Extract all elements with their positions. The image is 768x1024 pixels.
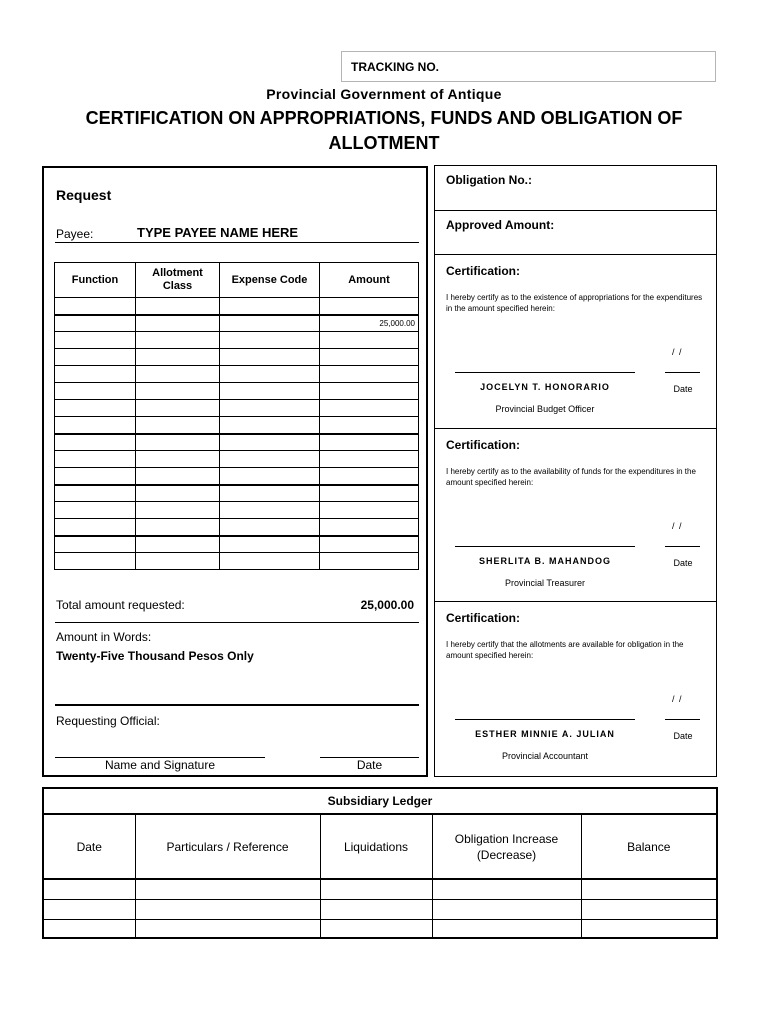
table-row xyxy=(55,332,419,349)
date-label: Date xyxy=(356,758,383,772)
table-cell[interactable] xyxy=(55,502,136,519)
obligation-number-label: Obligation No.: xyxy=(446,173,532,187)
table-cell[interactable] xyxy=(55,400,136,417)
name-signature-label: Name and Signature xyxy=(104,758,216,772)
table-cell[interactable] xyxy=(220,502,320,519)
total-amount-value: 25,000.00 xyxy=(360,598,414,612)
table-cell[interactable] xyxy=(136,434,220,451)
tracking-label: TRACKING NO. xyxy=(351,60,439,74)
signatory-name: JOCELYN T. HONORARIO xyxy=(480,382,610,392)
table-cell[interactable] xyxy=(136,553,220,570)
table-cell[interactable] xyxy=(136,468,220,485)
table-cell[interactable] xyxy=(220,536,320,553)
table-row xyxy=(44,899,716,919)
ledger-header xyxy=(44,815,716,879)
col-liquidations: Liquidations xyxy=(320,815,432,879)
table-cell[interactable] xyxy=(136,536,220,553)
table-cell[interactable] xyxy=(581,899,716,919)
table-cell[interactable] xyxy=(320,879,432,899)
col-amount: Amount xyxy=(320,263,419,298)
table-cell[interactable] xyxy=(320,485,419,502)
table-cell[interactable] xyxy=(55,366,136,383)
table-cell[interactable] xyxy=(220,434,320,451)
table-cell[interactable] xyxy=(220,298,320,315)
requesting-official-label: Requesting Official: xyxy=(56,714,160,728)
ledger-title: Subsidiary Ledger xyxy=(44,789,716,815)
table-cell[interactable] xyxy=(136,400,220,417)
signatory-name: ESTHER MINNIE A. JULIAN xyxy=(475,729,615,739)
payee-field[interactable]: TYPE PAYEE NAME HERE xyxy=(137,225,299,240)
table-row xyxy=(55,417,419,434)
table-cell[interactable] xyxy=(220,366,320,383)
table-row xyxy=(55,298,419,315)
table-row xyxy=(44,919,716,939)
certification-heading: Certification: xyxy=(446,438,521,452)
table-cell[interactable] xyxy=(136,417,220,434)
table-cell[interactable] xyxy=(55,417,136,434)
table-cell[interactable] xyxy=(55,468,136,485)
table-cell[interactable] xyxy=(432,899,581,919)
date-label: Date xyxy=(673,558,693,568)
table-row xyxy=(55,536,419,553)
table-cell[interactable] xyxy=(55,485,136,502)
table-cell[interactable] xyxy=(220,349,320,366)
table-cell[interactable] xyxy=(220,468,320,485)
table-cell[interactable] xyxy=(136,451,220,468)
request-table xyxy=(54,262,419,570)
certification-text: I hereby certify as to the existence of appropriations for the expenditures in the amount specified herein: xyxy=(446,293,703,313)
table-row xyxy=(55,349,419,366)
table-cell[interactable] xyxy=(55,553,136,570)
table-cell[interactable] xyxy=(320,332,419,349)
approved-amount-field[interactable] xyxy=(435,211,716,255)
tracking-number-field[interactable] xyxy=(341,51,716,82)
ledger-table xyxy=(44,815,716,939)
col-balance: Balance xyxy=(581,815,716,879)
request-label: Request xyxy=(56,187,112,203)
table-cell[interactable] xyxy=(320,383,419,400)
table-cell[interactable] xyxy=(581,919,716,939)
table-cell[interactable] xyxy=(55,315,136,332)
table-cell[interactable] xyxy=(44,919,135,939)
table-row xyxy=(55,485,419,502)
total-amount-label: Total amount requested: xyxy=(56,598,185,612)
table-cell[interactable] xyxy=(320,400,419,417)
table-cell[interactable] xyxy=(320,502,419,519)
col-obligation-increase: Obligation Increase (Decrease) xyxy=(432,815,581,879)
table-row xyxy=(44,879,716,899)
certification-text: I hereby certify that the allotments are available for obligation in the amount specified herein: xyxy=(446,640,684,660)
table-cell[interactable] xyxy=(320,434,419,451)
table-cell[interactable] xyxy=(55,298,136,315)
table-cell[interactable] xyxy=(220,400,320,417)
payee-underline xyxy=(55,242,419,243)
table-cell[interactable] xyxy=(55,349,136,366)
col-function: Function xyxy=(55,263,136,298)
table-cell[interactable] xyxy=(320,366,419,383)
divider xyxy=(55,704,419,706)
signature-line xyxy=(455,546,635,547)
request-table-header xyxy=(55,263,419,298)
table-cell[interactable] xyxy=(432,879,581,899)
table-cell[interactable] xyxy=(55,383,136,400)
table-row xyxy=(55,502,419,519)
certification-accountant xyxy=(435,602,716,776)
signatory-position: Provincial Budget Officer xyxy=(495,404,595,414)
table-row xyxy=(55,315,419,332)
table-row xyxy=(55,553,419,570)
table-cell[interactable] xyxy=(55,536,136,553)
table-cell[interactable] xyxy=(220,315,320,332)
obligation-number-field[interactable] xyxy=(435,166,716,211)
table-cell[interactable] xyxy=(44,879,135,899)
date-slash: / / xyxy=(672,521,683,531)
certification-text: I hereby certify as to the availability of funds for the expenditures in the amount specified herein: xyxy=(446,467,696,487)
signature-line xyxy=(455,372,635,373)
table-cell[interactable] xyxy=(220,519,320,536)
col-allotment-class: Allotment Class xyxy=(136,263,220,298)
table-cell[interactable] xyxy=(135,879,320,899)
table-cell[interactable] xyxy=(136,332,220,349)
amount-cell[interactable]: 25,000.00 xyxy=(320,315,419,332)
divider xyxy=(55,622,419,623)
table-row xyxy=(55,451,419,468)
certification-heading: Certification: xyxy=(446,264,521,278)
amount-in-words-field[interactable]: Twenty-Five Thousand Pesos Only xyxy=(56,649,254,663)
date-line xyxy=(665,546,700,547)
signature-line xyxy=(455,719,635,720)
table-row xyxy=(55,400,419,417)
table-row xyxy=(55,383,419,400)
table-cell[interactable] xyxy=(320,298,419,315)
table-cell[interactable] xyxy=(220,332,320,349)
date-label: Date xyxy=(673,731,693,741)
table-cell[interactable] xyxy=(55,434,136,451)
table-cell[interactable] xyxy=(55,332,136,349)
table-cell[interactable] xyxy=(320,519,419,536)
certification-panel xyxy=(434,165,717,777)
certification-heading: Certification: xyxy=(446,611,521,625)
col-expense-code: Expense Code xyxy=(220,263,320,298)
amount-in-words-label: Amount in Words: xyxy=(56,630,152,644)
table-cell[interactable] xyxy=(136,485,220,502)
table-cell[interactable] xyxy=(136,366,220,383)
table-cell[interactable] xyxy=(432,919,581,939)
table-cell[interactable] xyxy=(55,519,136,536)
table-row xyxy=(55,434,419,451)
table-row xyxy=(55,366,419,383)
approved-amount-label: Approved Amount: xyxy=(446,218,555,232)
table-cell[interactable] xyxy=(136,349,220,366)
date-slash: / / xyxy=(672,347,683,357)
table-cell[interactable] xyxy=(320,899,432,919)
table-cell[interactable] xyxy=(320,536,419,553)
table-cell[interactable] xyxy=(136,383,220,400)
table-cell[interactable] xyxy=(136,298,220,315)
subsidiary-ledger xyxy=(42,787,718,939)
certification-budget xyxy=(435,255,716,429)
date-line xyxy=(665,372,700,373)
request-box xyxy=(42,166,428,777)
table-row xyxy=(55,519,419,536)
table-cell[interactable] xyxy=(136,502,220,519)
col-particulars: Particulars / Reference xyxy=(135,815,320,879)
col-date: Date xyxy=(44,815,135,879)
certification-treasurer xyxy=(435,429,716,602)
table-cell[interactable] xyxy=(320,468,419,485)
signatory-position: Provincial Treasurer xyxy=(504,578,586,588)
date-line xyxy=(665,719,700,720)
table-cell[interactable] xyxy=(44,899,135,919)
table-cell[interactable] xyxy=(320,919,432,939)
document-title: CERTIFICATION ON APPROPRIATIONS, FUNDS AND OBLIGATION OF ALLOTMENT xyxy=(85,108,683,153)
table-cell[interactable] xyxy=(320,553,419,570)
table-cell[interactable] xyxy=(581,879,716,899)
date-label: Date xyxy=(673,384,693,394)
signatory-name: SHERLITA B. MAHANDOG xyxy=(479,556,611,566)
signatory-position: Provincial Accountant xyxy=(501,751,589,761)
table-cell[interactable] xyxy=(135,919,320,939)
table-cell[interactable] xyxy=(220,553,320,570)
organization-name: Provincial Government of Antique xyxy=(266,86,502,102)
table-row xyxy=(55,468,419,485)
table-cell[interactable] xyxy=(320,451,419,468)
table-cell[interactable] xyxy=(220,451,320,468)
table-cell[interactable] xyxy=(136,519,220,536)
table-cell[interactable] xyxy=(55,451,136,468)
table-cell[interactable] xyxy=(220,417,320,434)
table-cell[interactable] xyxy=(135,899,320,919)
table-cell[interactable] xyxy=(320,417,419,434)
payee-label: Payee: xyxy=(56,227,94,241)
table-cell[interactable] xyxy=(220,485,320,502)
date-slash: / / xyxy=(672,694,683,704)
table-cell[interactable] xyxy=(136,315,220,332)
table-cell[interactable] xyxy=(320,349,419,366)
table-cell[interactable] xyxy=(220,383,320,400)
